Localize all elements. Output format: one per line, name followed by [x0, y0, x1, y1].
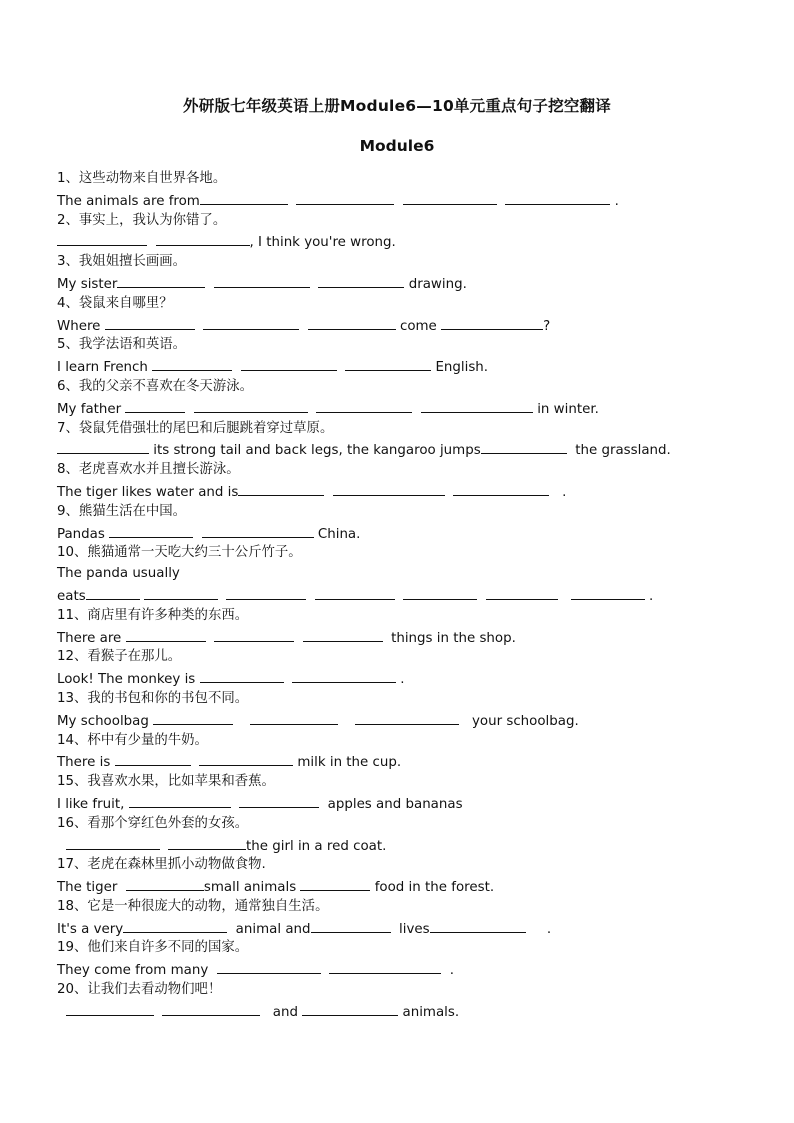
answer-text	[321, 963, 330, 978]
fill-in-blank[interactable]	[57, 439, 149, 454]
fill-in-blank[interactable]	[308, 315, 396, 330]
answer-text: come	[395, 318, 442, 334]
answer-text	[195, 319, 204, 334]
answer-text	[193, 527, 202, 542]
fill-in-blank[interactable]	[302, 1001, 398, 1016]
answer-text: Look! The monkey is	[57, 672, 200, 688]
answer-line	[57, 315, 747, 336]
answer-text: My sister	[57, 276, 118, 292]
fill-in-blank[interactable]	[300, 876, 370, 891]
answer-line	[57, 918, 747, 939]
answer-line	[57, 231, 747, 252]
document-title: 外研版七年级英语上册Module6—10单元重点句子挖空翻译	[183, 97, 611, 115]
answer-text: China.	[313, 526, 361, 542]
answer-text	[232, 360, 241, 375]
answer-text: .	[644, 588, 654, 604]
question-prompt: 8、老虎喜欢水并且擅长游泳。	[57, 462, 240, 478]
answer-text: lives	[390, 921, 430, 937]
answer-text: animals.	[398, 1004, 460, 1020]
fill-in-blank[interactable]	[144, 585, 218, 600]
answer-text: animal and	[227, 921, 311, 937]
fill-in-blank[interactable]	[162, 1001, 260, 1016]
fill-in-blank[interactable]	[200, 190, 288, 205]
question-prompt: 17、老虎在森林里抓小动物做食物.	[57, 857, 266, 873]
fill-in-blank[interactable]	[355, 710, 459, 725]
fill-in-blank[interactable]	[203, 315, 299, 330]
fill-in-blank[interactable]	[153, 710, 233, 725]
fill-in-blank[interactable]	[316, 398, 412, 413]
answer-line	[57, 585, 747, 606]
answer-text: .	[549, 484, 567, 500]
fill-in-blank[interactable]	[105, 315, 195, 330]
fill-in-blank[interactable]	[250, 710, 338, 725]
answer-line	[57, 564, 747, 585]
question-prompt: 10、熊猫通常一天吃大约三十公斤竹子。	[57, 545, 302, 561]
question-prompt: 1、这些动物来自世界各地。	[57, 171, 227, 186]
question-prompt: 11、商店里有许多种类的东西。	[57, 607, 249, 623]
answer-text: milk in the cup.	[293, 755, 402, 771]
answer-text: apples and bananas	[319, 796, 463, 812]
answer-text: things in the shop.	[382, 630, 516, 646]
answer-text: English.	[431, 360, 489, 376]
fill-in-blank[interactable]	[315, 585, 395, 600]
answer-text	[288, 194, 297, 209]
answer-text	[412, 402, 421, 417]
answer-text: ?	[543, 318, 551, 334]
answer-text	[191, 755, 200, 770]
answer-text: The tiger likes water and is	[57, 484, 239, 500]
fill-in-blank[interactable]	[86, 585, 140, 600]
answer-line	[57, 668, 747, 689]
answer-text: , I think you're wrong.	[249, 235, 396, 251]
answer-text	[306, 589, 315, 604]
question-prompt: 20、让我们去看动物们吧！	[57, 982, 222, 998]
fill-in-blank[interactable]	[57, 231, 147, 246]
fill-in-blank[interactable]	[318, 273, 404, 288]
answer-text	[558, 589, 571, 604]
answer-text: small animals	[203, 880, 301, 896]
answer-text: .	[441, 963, 455, 979]
answer-text	[154, 1005, 163, 1020]
answer-text: My father	[57, 401, 126, 417]
fill-in-blank[interactable]	[571, 585, 645, 600]
answer-text: the grassland.	[566, 443, 671, 459]
fill-in-blank[interactable]	[486, 585, 558, 600]
fill-in-blank[interactable]	[453, 481, 549, 496]
fill-in-blank[interactable]	[125, 398, 185, 413]
answer-text: I like fruit,	[57, 796, 129, 812]
question-prompt: 3、我姐姐擅长画画。	[57, 254, 187, 270]
question-prompt: 13、我的书包和你的书包不同。	[57, 690, 249, 706]
answer-line	[57, 356, 747, 377]
fill-in-blank[interactable]	[123, 918, 227, 933]
question-prompt: 2、事实上，我认为你错了。	[57, 212, 227, 228]
answer-text	[394, 194, 403, 209]
answer-text	[185, 402, 194, 417]
fill-in-blank[interactable]	[126, 627, 206, 642]
answer-text: Where	[57, 318, 105, 334]
fill-in-blank[interactable]	[66, 835, 160, 850]
answer-text	[477, 589, 486, 604]
fill-in-blank[interactable]	[217, 959, 321, 974]
answer-text: They come from many	[57, 963, 217, 979]
fill-in-blank[interactable]	[115, 751, 191, 766]
answer-text	[160, 839, 169, 854]
question-prompt: 9、熊猫生活在中国。	[57, 503, 187, 519]
answer-line	[57, 793, 747, 814]
fill-in-blank[interactable]	[156, 231, 250, 246]
answer-text	[231, 797, 240, 812]
answer-text: The tiger	[57, 880, 126, 896]
answer-text: eats	[57, 588, 86, 604]
answer-text: in winter.	[532, 401, 599, 417]
answer-text: drawing.	[404, 276, 467, 292]
fill-in-blank[interactable]	[430, 918, 526, 933]
answer-text: I learn French	[57, 360, 153, 376]
answer-text	[147, 235, 156, 250]
answer-text: There are	[57, 630, 126, 646]
fill-in-blank[interactable]	[117, 273, 205, 288]
fill-in-blank[interactable]	[202, 523, 314, 538]
fill-in-blank[interactable]	[194, 398, 308, 413]
answer-text: and	[260, 1004, 303, 1020]
answer-text	[299, 319, 308, 334]
module-heading: Module6	[359, 137, 435, 155]
fill-in-blank[interactable]	[214, 627, 294, 642]
fill-in-blank[interactable]	[296, 190, 394, 205]
answer-text	[206, 631, 215, 646]
answer-line	[57, 273, 747, 294]
question-prompt: 14、杯中有少量的牛奶。	[57, 732, 208, 748]
answer-text	[324, 485, 333, 500]
answer-text: the girl in a red coat.	[246, 838, 387, 854]
answer-text	[284, 672, 293, 687]
answer-text	[338, 714, 355, 729]
fill-in-blank[interactable]	[329, 959, 441, 974]
answer-text: Pandas	[57, 526, 110, 542]
fill-in-blank[interactable]	[214, 273, 310, 288]
answer-line	[57, 523, 747, 544]
answer-text: your schoolbag.	[459, 713, 579, 729]
answer-line	[57, 481, 747, 502]
answer-line	[57, 835, 747, 856]
answer-text	[310, 277, 319, 292]
question-prompt: 4、袋鼠来自哪里？	[57, 295, 173, 311]
exercise-list	[57, 169, 747, 1022]
fill-in-blank[interactable]	[109, 523, 193, 538]
question-prompt: 18、它是一种很庞大的动物，通常独自生活。	[57, 898, 329, 914]
fill-in-blank[interactable]	[333, 481, 445, 496]
answer-line	[57, 876, 747, 897]
fill-in-blank[interactable]	[199, 751, 293, 766]
question-prompt: 12、看猴子在那儿。	[57, 649, 182, 665]
answer-text: The panda usually	[57, 566, 180, 582]
answer-line	[57, 398, 747, 419]
answer-text: My schoolbag	[57, 713, 154, 729]
answer-text	[57, 1005, 66, 1020]
answer-text: its strong tail and back legs, the kangaroo jumps	[149, 443, 481, 459]
answer-text	[337, 360, 346, 375]
answer-text	[395, 589, 404, 604]
fill-in-blank[interactable]	[66, 1001, 154, 1016]
fill-in-blank[interactable]	[126, 876, 204, 891]
answer-text: The animals are from	[57, 193, 200, 209]
answer-text: .	[610, 193, 619, 209]
answer-text: .	[396, 672, 405, 688]
fill-in-blank[interactable]	[129, 793, 231, 808]
question-prompt: 5、我学法语和英语。	[57, 337, 187, 353]
question-prompt: 7、袋鼠凭借强壮的尾巴和后腿跳着穿过草原。	[57, 420, 334, 436]
fill-in-blank[interactable]	[239, 793, 319, 808]
fill-in-blank[interactable]	[403, 585, 477, 600]
answer-text	[308, 402, 317, 417]
question-prompt: 19、他们来自许多不同的国家。	[57, 940, 249, 956]
answer-line	[57, 959, 747, 980]
answer-text: There is	[57, 755, 115, 771]
fill-in-blank[interactable]	[238, 481, 324, 496]
answer-text: food in the forest.	[370, 880, 495, 896]
answer-text	[57, 839, 66, 854]
fill-in-blank[interactable]	[200, 668, 284, 683]
answer-line	[57, 439, 747, 460]
question-prompt: 16、看那个穿红色外套的女孩。	[57, 815, 249, 831]
answer-text	[445, 485, 454, 500]
fill-in-blank[interactable]	[403, 190, 497, 205]
fill-in-blank[interactable]	[481, 439, 567, 454]
fill-in-blank[interactable]	[152, 356, 232, 371]
fill-in-blank[interactable]	[241, 356, 337, 371]
fill-in-blank[interactable]	[168, 835, 246, 850]
fill-in-blank[interactable]	[505, 190, 610, 205]
answer-line	[57, 1001, 747, 1022]
fill-in-blank[interactable]	[311, 918, 391, 933]
question-prompt: 6、我的父亲不喜欢在冬天游泳。	[57, 378, 253, 394]
fill-in-blank[interactable]	[226, 585, 306, 600]
fill-in-blank[interactable]	[292, 668, 396, 683]
answer-text: .	[525, 921, 552, 937]
answer-line	[57, 627, 747, 648]
answer-text	[233, 714, 250, 729]
answer-text	[497, 194, 506, 209]
answer-text	[205, 277, 214, 292]
answer-text	[294, 631, 303, 646]
answer-line	[57, 710, 747, 731]
fill-in-blank[interactable]	[303, 627, 383, 642]
fill-in-blank[interactable]	[345, 356, 431, 371]
answer-line	[57, 190, 747, 211]
answer-line	[57, 751, 747, 772]
fill-in-blank[interactable]	[421, 398, 533, 413]
question-prompt: 15、我喜欢水果，比如苹果和香蕉。	[57, 774, 275, 790]
answer-text	[218, 589, 227, 604]
fill-in-blank[interactable]	[441, 315, 543, 330]
answer-text: It's a very	[57, 921, 124, 937]
